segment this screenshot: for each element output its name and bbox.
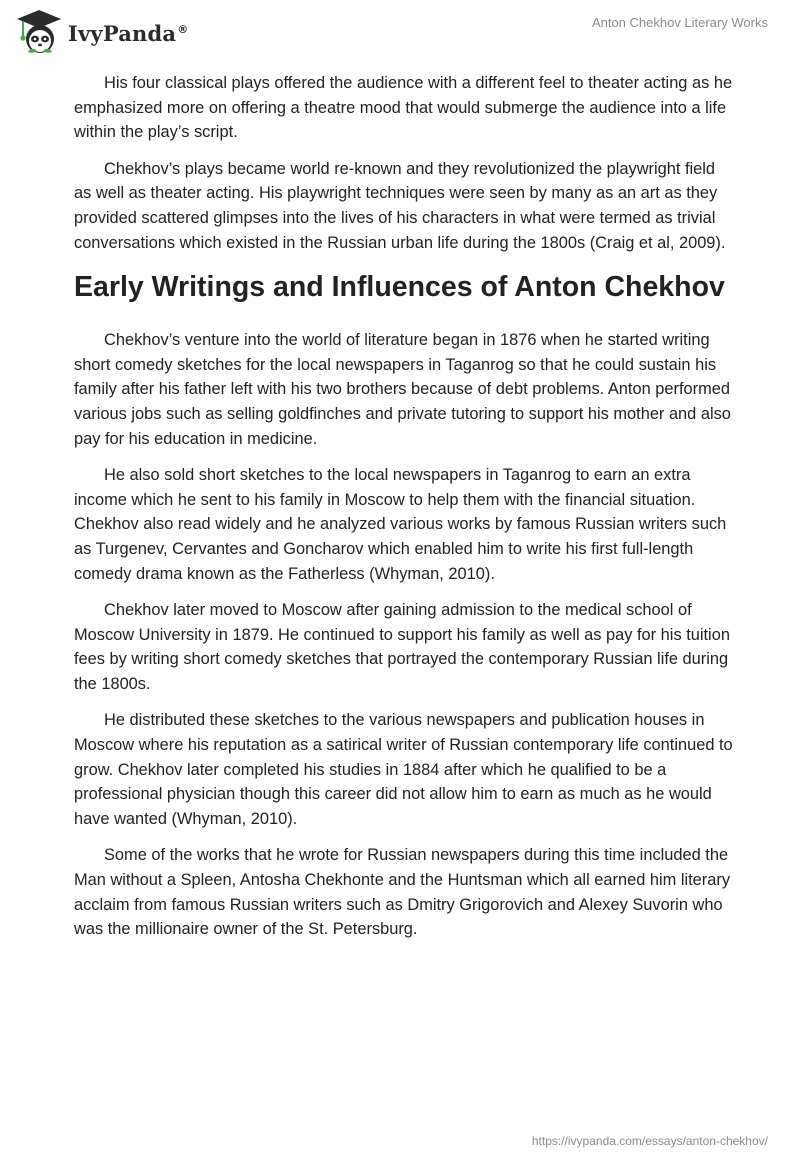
source-url-link[interactable]: https://ivypanda.com/essays/anton-chekhov/: [531, 1134, 768, 1148]
paragraph: His four classical plays offered the audience with a different feel to theater acting as he emphasized more on offering a theatre mood that would submerge the audience into a life within the play’s script.: [74, 74, 733, 142]
ivypanda-logo[interactable]: [14, 8, 188, 56]
paragraph: Some of the works that he wrote for Russian newspapers during this time included the Man without a Spleen, Antosha Chekhonte and the Huntsman which all earned him literary acclaim from famous Russian writers such as Dmitry Grigorovich and Alexey Suvorin who was the millionaire owner of the St. Petersburg.: [74, 846, 731, 939]
page-header: [0, 0, 800, 60]
paragraph: He distributed these sketches to the various newspapers and publication houses in Moscow where his reputation as a satirical writer of Russian contemporary life continued to grow. Chekhov later completed his studies in 1884 after which he qualified to be a professional physician though this career did not allow him to earn as much as he would have wanted (Whyman, 2010).: [74, 711, 733, 828]
section-heading: Early Writings and Influences of Anton Chekhov: [74, 271, 725, 304]
panda-graduate-icon: [14, 8, 64, 56]
paragraph: Chekhov’s venture into the world of literature began in 1876 when he started writing short comedy sketches for the local newspapers in Taganrog so that he could sustain his family after his father left with his two brothers because of debt problems. Anton performed various jobs such as selling goldfinches and private tutoring to support his mother and also pay for his education in medicine.: [74, 331, 731, 448]
logo-wordmark: IvyPanda®: [68, 20, 189, 46]
registered-mark: ®: [177, 22, 189, 36]
essay-content: [74, 71, 734, 954]
paragraph: Chekhov’s plays became world re-known and they revolutionized the playwright field as well as theater acting. His playwright techniques were seen by many as an art as they provided scattered glimpses into the lives of his characters in what were termed as trivial conversations which existed in the Russian urban life during the 1800s (Craig et al, 2009).: [74, 159, 726, 252]
paragraph: He also sold short sketches to the local newspapers in Taganrog to earn an extra income which he sent to his family in Moscow to help them with the financial situation. Chekhov also read widely and he analyzed various works by famous Russian writers such as Turgenev, Cervantes and Goncharov which enabled him to write his first full-length comedy drama known as the Fatherless (Whyman, 2010).: [74, 466, 727, 583]
document-title: Anton Chekhov Literary Works: [591, 15, 768, 30]
paragraph: Chekhov later moved to Moscow after gaining admission to the medical school of Moscow University in 1879. He continued to support his family as well as pay for his tuition fees by writing short comedy sketches that portrayed the contemporary Russian life during the 1800s.: [74, 601, 730, 693]
